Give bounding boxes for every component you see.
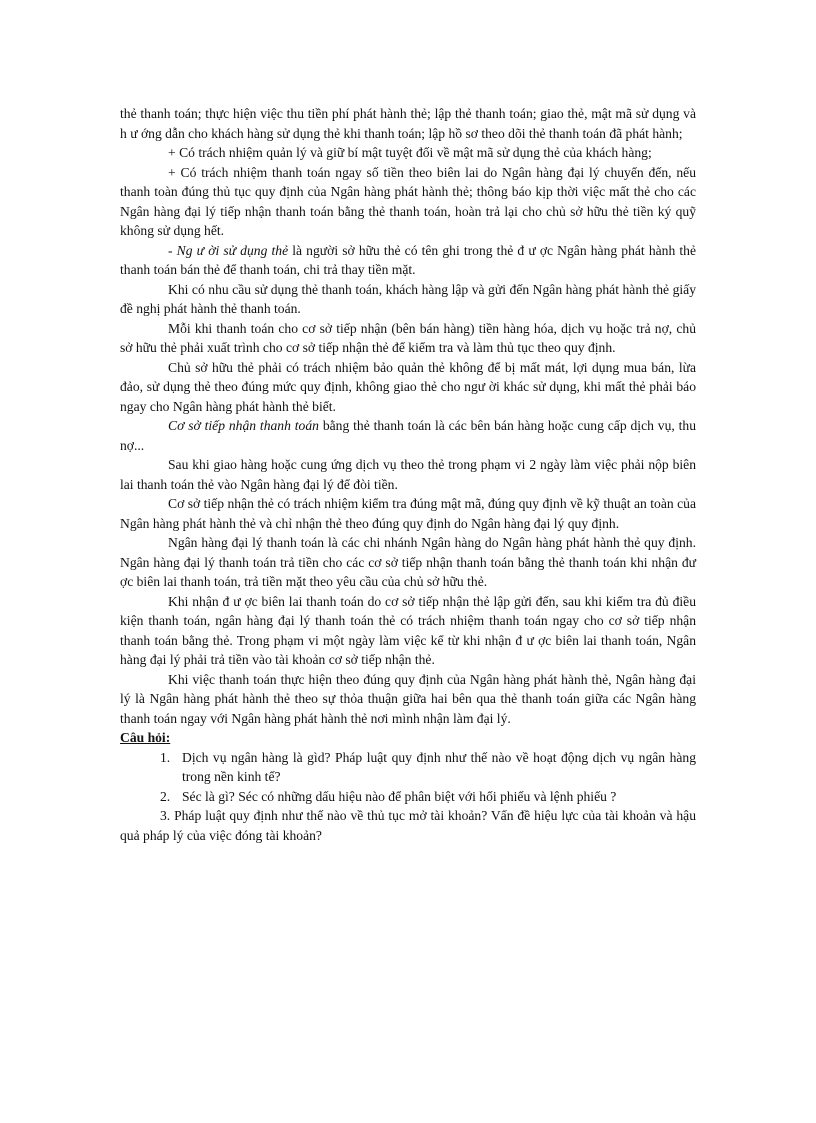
question-item: [160, 748, 696, 787]
paragraph: [120, 241, 696, 280]
document-page: [120, 104, 696, 845]
paragraph: Mỗi khi thanh toán cho cơ sở tiếp nhận (bên bán hàng) tiền hàng hóa, dịch vụ hoặc trả nợ, chủ sở hữu thẻ phải xuất trình cho cơ sở tiếp nhận thẻ để kiểm tra và làm thủ tục theo quy định.: [120, 320, 696, 355]
question-text: Séc là gì? Séc có những dấu hiệu nào để phân biệt với hối phiếu và lệnh phiếu ?: [182, 788, 617, 804]
paragraph: Khi việc thanh toán thực hiện theo đúng quy định của Ngân hàng phát hành thẻ, Ngân hàng đại lý là Ngân hàng phát hành thẻ theo sự thỏa thuận giữa hai bên qua thẻ thanh toán giữa các Ngân hàng thanh toán ngay với Ngân hàng phát hành thẻ nơi mình nhận làm đại lý.: [120, 671, 696, 726]
paragraph: thẻ thanh toán; thực hiện việc thu tiền phí phát hành thẻ; lập thẻ thanh toán; giao thẻ, mật mã sử dụng và h ư ớng dẫn cho khách hàng sử dụng thẻ khi thanh toán; lập hồ sơ theo dõi thẻ thanh toán đã phát hành;: [120, 106, 696, 141]
paragraph: Chủ sở hữu thẻ phải có trách nhiệm bảo quản thẻ không để bị mất mát, lợi dụng mua bán, lừa đảo, sử dụng thẻ theo đúng mức quy định, không giao thẻ cho ngư ời khác sử dụng, khi mất thẻ phải báo ngay cho Ngân hàng phát hành thẻ biết.: [120, 359, 696, 414]
paragraph: Khi có nhu cầu sử dụng thẻ thanh toán, khách hàng lập và gửi đến Ngân hàng phát hành thẻ giấy đề nghị phát hành thẻ thanh toán.: [120, 281, 696, 316]
merchant-term: Cơ sở tiếp nhận thanh toán: [168, 418, 319, 433]
question-item: 3. Pháp luật quy định như thế nào về thủ tục mở tài khoản? Vấn đề hiệu lực của tài khoản và hậu quả pháp lý của việc đóng tài khoản?: [120, 808, 696, 843]
paragraph-text: bằng thẻ thanh toán là các bên bán hàng hoặc cung cấp dịch vụ, thu nợ...: [120, 418, 697, 453]
paragraph: Cơ sở tiếp nhận thẻ có trách nhiệm kiểm tra đúng mật mã, đúng quy định về kỹ thuật an toàn của Ngân hàng phát hành thẻ và chỉ nhận thẻ theo đúng quy định do Ngân hàng đại lý quy định.: [120, 496, 696, 531]
paragraph: [120, 416, 696, 455]
questions-heading: Câu hỏi:: [120, 730, 171, 745]
paragraph: Ngân hàng đại lý thanh toán là các chi nhánh Ngân hàng do Ngân hàng phát hành thẻ quy định. Ngân hàng đại lý thanh toán trả tiền cho các cơ sở tiếp nhận thanh toán bằng thẻ thanh toán khi nhận đư ợc biên lai thanh toán, trả tiền mặt theo yêu cầu của chủ sở hữu thẻ.: [120, 535, 696, 589]
question-number: 1.: [160, 749, 171, 765]
question-number: 2.: [160, 788, 171, 804]
question-text: Dịch vụ ngân hàng là gìd? Pháp luật quy định như thế nào về hoạt động dịch vụ ngân hàng trong nền kinh tế?: [182, 749, 696, 784]
paragraph-text: là người sở hữu thẻ có tên ghi trong thẻ đ ư ợc Ngân hàng phát hành thẻ thanh toán bán thẻ để thanh toán, chi trả thay tiền mặt.: [120, 242, 696, 277]
paragraph: Khi nhận đ ư ợc biên lai thanh toán do cơ sở tiếp nhận thẻ lập gửi đến, sau khi kiểm tra đủ điều kiện thanh toán, ngân hàng đại lý thanh toán thẻ có trách nhiệm thanh toán ngay cho cơ sở tiếp nhận thanh toán bằng thẻ. Trong phạm vi một ngày làm việc kể từ khi nhận đ ư ợc biên lai thanh toán, Ngân hàng đại lý phải trả tiền vào tài khoản cơ sở tiếp nhận thẻ.: [120, 593, 696, 667]
paragraph: + Có trách nhiệm quản lý và giữ bí mật tuyệt đối về mật mã sử dụng thẻ của khách hàng;: [168, 145, 652, 160]
paragraph: Sau khi giao hàng hoặc cung ứng dịch vụ theo thẻ trong phạm vi 2 ngày làm việc phải nộp biên lai thanh toán thẻ vào Ngân hàng đại lý để đòi tiền.: [120, 457, 696, 492]
paragraph: + Có trách nhiệm thanh toán ngay số tiền theo biên lai do Ngân hàng đại lý chuyển đến, nếu thanh toàn đúng thủ tục quy định của Ngân hàng phát hành thẻ; thông báo kịp thời việc mất thẻ cho các Ngân hàng đại lý tiếp nhận thanh toán bằng thẻ thanh toán, hoàn trả lại cho chủ sở hữu thẻ tiền ký quỹ không sử dụng hết.: [120, 164, 696, 238]
card-user-term: - Ng ư ời sử dụng thẻ: [168, 242, 289, 258]
question-item: [160, 787, 696, 807]
